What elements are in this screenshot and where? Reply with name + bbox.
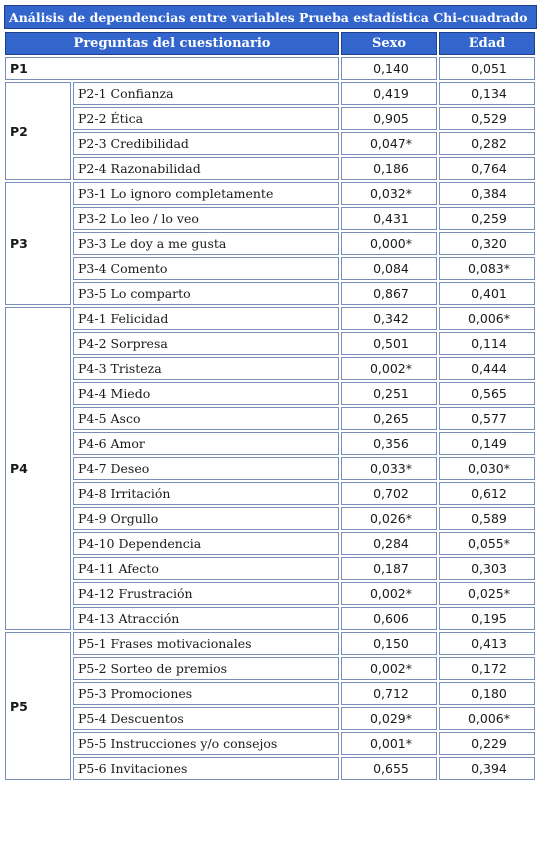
edad-value-cell: 0,589 — [439, 507, 535, 530]
question-item-label: P3-2 Lo leo / lo veo — [73, 207, 339, 230]
sexo-value-cell: 0,356 — [341, 432, 437, 455]
sexo-value-cell: 0,002* — [341, 582, 437, 605]
table-row — [5, 182, 535, 205]
question-item-label: P5-4 Descuentos — [73, 707, 339, 730]
sexo-value-cell: 0,002* — [341, 357, 437, 380]
table-row — [5, 132, 535, 155]
chi-square-table — [3, 30, 537, 782]
table-row — [5, 257, 535, 280]
edad-value-cell: 0,529 — [439, 107, 535, 130]
edad-value-cell: 0,444 — [439, 357, 535, 380]
question-item-label: P4-4 Miedo — [73, 382, 339, 405]
question-group-cell: P5 — [5, 632, 71, 780]
question-item-label: P2-1 Confianza — [73, 82, 339, 105]
edad-value-cell: 0,006* — [439, 707, 535, 730]
table-row — [5, 232, 535, 255]
sexo-value-cell: 0,084 — [341, 257, 437, 280]
edad-value-cell: 0,006* — [439, 307, 535, 330]
sexo-value-cell: 0,501 — [341, 332, 437, 355]
table-row — [5, 607, 535, 630]
question-group-cell: P3 — [5, 182, 71, 305]
edad-value-cell: 0,394 — [439, 757, 535, 780]
table-row — [5, 457, 535, 480]
table-row — [5, 282, 535, 305]
table-row — [5, 557, 535, 580]
sexo-value-cell: 0,186 — [341, 157, 437, 180]
question-item-label: P3-5 Lo comparto — [73, 282, 339, 305]
question-item-label: P4-8 Irritación — [73, 482, 339, 505]
edad-value-cell: 0,413 — [439, 632, 535, 655]
question-item-label: P4-13 Atracción — [73, 607, 339, 630]
table-row — [5, 107, 535, 130]
table-row — [5, 757, 535, 780]
sexo-value-cell: 0,431 — [341, 207, 437, 230]
question-item-label: P2-3 Credibilidad — [73, 132, 339, 155]
question-item-label: P3-4 Comento — [73, 257, 339, 280]
edad-value-cell: 0,384 — [439, 182, 535, 205]
sexo-value-cell: 0,606 — [341, 607, 437, 630]
edad-value-cell: 0,172 — [439, 657, 535, 680]
header-question: Preguntas del cuestionario — [5, 32, 339, 55]
table-row — [5, 657, 535, 680]
edad-value-cell: 0,229 — [439, 732, 535, 755]
sexo-value-cell: 0,265 — [341, 407, 437, 430]
question-item-label: P4-12 Frustración — [73, 582, 339, 605]
table-row — [5, 82, 535, 105]
edad-value-cell: 0,114 — [439, 332, 535, 355]
edad-value-cell: 0,565 — [439, 382, 535, 405]
sexo-value-cell: 0,187 — [341, 557, 437, 580]
question-item-label: P2-4 Razonabilidad — [73, 157, 339, 180]
question-item-label: P3-3 Le doy a me gusta — [73, 232, 339, 255]
question-item-label: P2-2 Ética — [73, 107, 339, 130]
sexo-value-cell: 0,251 — [341, 382, 437, 405]
sexo-value-cell: 0,047* — [341, 132, 437, 155]
table-row — [5, 532, 535, 555]
header-row — [5, 32, 535, 55]
sexo-value-cell: 0,702 — [341, 482, 437, 505]
question-item-label: P4-11 Afecto — [73, 557, 339, 580]
edad-value-cell: 0,180 — [439, 682, 535, 705]
table-caption: Análisis de dependencias entre variables Prueba estadística Chi-cuadrado — [4, 5, 537, 29]
table-row — [5, 432, 535, 455]
edad-value-cell: 0,025* — [439, 582, 535, 605]
table-row — [5, 207, 535, 230]
table-row — [5, 707, 535, 730]
question-group-cell: P2 — [5, 82, 71, 180]
sexo-value-cell: 0,150 — [341, 632, 437, 655]
sexo-value-cell: 0,029* — [341, 707, 437, 730]
question-item-label: P4-3 Tristeza — [73, 357, 339, 380]
table-row — [5, 332, 535, 355]
question-item-label: P4-9 Orgullo — [73, 507, 339, 530]
question-item-label: P3-1 Lo ignoro completamente — [73, 182, 339, 205]
edad-value-cell: 0,303 — [439, 557, 535, 580]
header-sexo: Sexo — [341, 32, 437, 55]
edad-value-cell: 0,149 — [439, 432, 535, 455]
question-item-label: P5-6 Invitaciones — [73, 757, 339, 780]
sexo-value-cell: 0,032* — [341, 182, 437, 205]
table-row — [5, 632, 535, 655]
table-row — [5, 507, 535, 530]
sexo-value-cell: 0,033* — [341, 457, 437, 480]
table-row — [5, 407, 535, 430]
edad-value-cell: 0,320 — [439, 232, 535, 255]
sexo-value-cell: 0,342 — [341, 307, 437, 330]
edad-value-cell: 0,401 — [439, 282, 535, 305]
question-item-label: P4-6 Amor — [73, 432, 339, 455]
edad-value-cell: 0,195 — [439, 607, 535, 630]
sexo-value-cell: 0,140 — [341, 57, 437, 80]
edad-value-cell: 0,055* — [439, 532, 535, 555]
question-item-label: P5-1 Frases motivacionales — [73, 632, 339, 655]
question-group-cell: P4 — [5, 307, 71, 630]
edad-value-cell: 0,612 — [439, 482, 535, 505]
edad-value-cell: 0,051 — [439, 57, 535, 80]
question-item-label: P4-10 Dependencia — [73, 532, 339, 555]
table-row — [5, 307, 535, 330]
question-item-label: P4-5 Asco — [73, 407, 339, 430]
question-item-label: P5-5 Instrucciones y/o consejos — [73, 732, 339, 755]
edad-value-cell: 0,764 — [439, 157, 535, 180]
sexo-value-cell: 0,026* — [341, 507, 437, 530]
sexo-value-cell: 0,867 — [341, 282, 437, 305]
question-item-label: P4-1 Felicidad — [73, 307, 339, 330]
table-row — [5, 57, 535, 80]
sexo-value-cell: 0,905 — [341, 107, 437, 130]
edad-value-cell: 0,083* — [439, 257, 535, 280]
table-row — [5, 582, 535, 605]
edad-value-cell: 0,134 — [439, 82, 535, 105]
sexo-value-cell: 0,002* — [341, 657, 437, 680]
sexo-value-cell: 0,419 — [341, 82, 437, 105]
table-row — [5, 682, 535, 705]
edad-value-cell: 0,577 — [439, 407, 535, 430]
edad-value-cell: 0,282 — [439, 132, 535, 155]
question-group-cell: P1 — [5, 57, 339, 80]
table-row — [5, 732, 535, 755]
table-row — [5, 382, 535, 405]
edad-value-cell: 0,030* — [439, 457, 535, 480]
sexo-value-cell: 0,712 — [341, 682, 437, 705]
header-edad: Edad — [439, 32, 535, 55]
edad-value-cell: 0,259 — [439, 207, 535, 230]
table-row — [5, 157, 535, 180]
sexo-value-cell: 0,001* — [341, 732, 437, 755]
sexo-value-cell: 0,000* — [341, 232, 437, 255]
sexo-value-cell: 0,284 — [341, 532, 437, 555]
question-item-label: P5-2 Sorteo de premios — [73, 657, 339, 680]
table-body — [5, 57, 535, 780]
question-item-label: P4-2 Sorpresa — [73, 332, 339, 355]
sexo-value-cell: 0,655 — [341, 757, 437, 780]
table-row — [5, 482, 535, 505]
question-item-label: P4-7 Deseo — [73, 457, 339, 480]
question-item-label: P5-3 Promociones — [73, 682, 339, 705]
table-row — [5, 357, 535, 380]
